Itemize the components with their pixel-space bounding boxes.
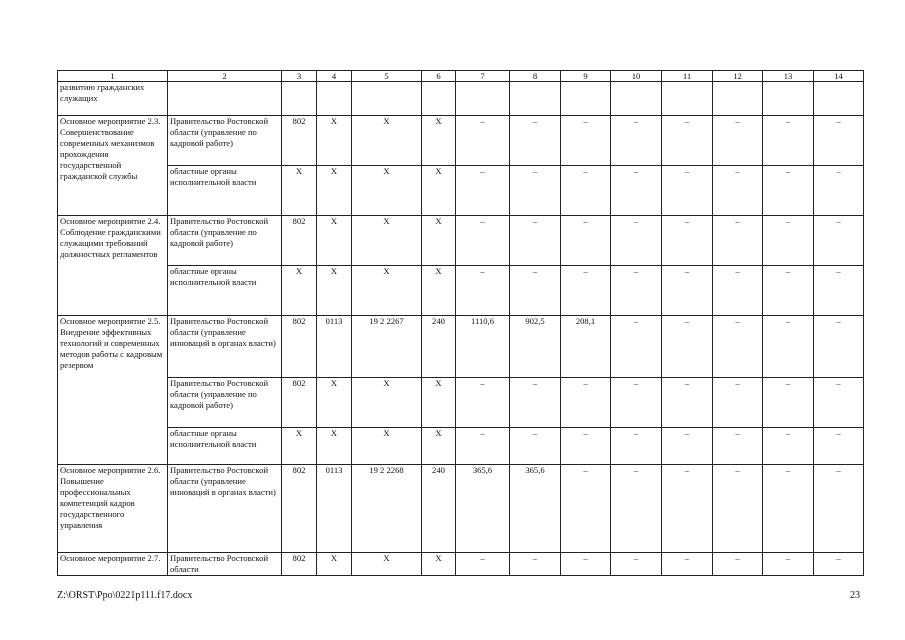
- executor-cell: Правительство Ростовской области (управление по кадровой работе): [168, 116, 282, 166]
- value-cell: –: [662, 428, 713, 465]
- column-header: 3: [282, 71, 317, 82]
- value-cell: [713, 82, 763, 116]
- value-cell: Х: [422, 266, 456, 316]
- value-cell: [510, 82, 561, 116]
- column-header: 6: [422, 71, 456, 82]
- value-cell: –: [814, 428, 864, 465]
- value-cell: Х: [317, 216, 352, 266]
- value-cell: Х: [282, 266, 317, 316]
- value-cell: –: [814, 378, 864, 428]
- value-cell: –: [561, 216, 611, 266]
- budget-table: [57, 70, 864, 576]
- value-cell: –: [763, 266, 814, 316]
- value-cell: –: [662, 166, 713, 216]
- measure-cell: Основное мероприятие 2.4. Соблюдение гражданскими служащими требований должностных регламентов: [58, 216, 168, 316]
- value-cell: 0113: [317, 465, 352, 553]
- value-cell: Х: [422, 428, 456, 465]
- value-cell: Х: [317, 428, 352, 465]
- value-cell: –: [814, 166, 864, 216]
- value-cell: Х: [317, 378, 352, 428]
- value-cell: –: [763, 116, 814, 166]
- measure-cell: Основное мероприятие 2.6. Повышение профессиональных компетенций кадров государственного управления: [58, 465, 168, 553]
- value-cell: –: [713, 166, 763, 216]
- value-cell: –: [510, 266, 561, 316]
- value-cell: –: [814, 465, 864, 553]
- value-cell: Х: [317, 266, 352, 316]
- value-cell: Х: [317, 166, 352, 216]
- value-cell: –: [611, 216, 662, 266]
- value-cell: –: [456, 116, 510, 166]
- value-cell: –: [814, 266, 864, 316]
- value-cell: Х: [352, 116, 422, 166]
- table-row: [58, 266, 864, 316]
- value-cell: Х: [282, 166, 317, 216]
- value-cell: –: [561, 553, 611, 576]
- value-cell: –: [763, 316, 814, 378]
- value-cell: –: [510, 428, 561, 465]
- value-cell: Х: [352, 216, 422, 266]
- table-row: [58, 378, 864, 428]
- column-header: 2: [168, 71, 282, 82]
- measure-cell: развитию гражданских служащих: [58, 82, 168, 116]
- value-cell: 240: [422, 465, 456, 553]
- table-row: [58, 316, 864, 378]
- value-cell: –: [456, 266, 510, 316]
- column-number-row: [58, 71, 864, 82]
- value-cell: –: [611, 166, 662, 216]
- column-header: 11: [662, 71, 713, 82]
- value-cell: –: [713, 378, 763, 428]
- table-row: [58, 166, 864, 216]
- measure-cell: Основное мероприятие 2.7.: [58, 553, 168, 576]
- column-header: 12: [713, 71, 763, 82]
- value-cell: Х: [352, 166, 422, 216]
- value-cell: –: [611, 465, 662, 553]
- value-cell: –: [713, 553, 763, 576]
- value-cell: –: [561, 465, 611, 553]
- table-row: [58, 82, 864, 116]
- value-cell: –: [713, 316, 763, 378]
- value-cell: [422, 82, 456, 116]
- value-cell: 1110,6: [456, 316, 510, 378]
- value-cell: [352, 82, 422, 116]
- value-cell: –: [662, 316, 713, 378]
- value-cell: 19 2 2267: [352, 316, 422, 378]
- executor-cell: [168, 82, 282, 116]
- value-cell: –: [662, 116, 713, 166]
- value-cell: [763, 82, 814, 116]
- table-row: [58, 428, 864, 465]
- value-cell: –: [763, 166, 814, 216]
- measure-cell: Основное мероприятие 2.3. Совершенствование современных механизмов прохождения государственной гражданской службы: [58, 116, 168, 216]
- value-cell: –: [561, 166, 611, 216]
- value-cell: –: [662, 465, 713, 553]
- value-cell: –: [561, 428, 611, 465]
- value-cell: Х: [352, 378, 422, 428]
- value-cell: –: [713, 116, 763, 166]
- column-header: 4: [317, 71, 352, 82]
- value-cell: 802: [282, 316, 317, 378]
- value-cell: Х: [352, 428, 422, 465]
- value-cell: –: [713, 266, 763, 316]
- executor-cell: Правительство Ростовской области (управление инноваций в органах власти): [168, 316, 282, 378]
- value-cell: –: [510, 116, 561, 166]
- file-path: Z:\ORST\Ppo\0221p111.f17.docx: [57, 590, 193, 601]
- value-cell: –: [561, 378, 611, 428]
- value-cell: –: [763, 428, 814, 465]
- executor-cell: Правительство Ростовской области (управление инноваций в органах власти): [168, 465, 282, 553]
- value-cell: –: [662, 378, 713, 428]
- value-cell: –: [456, 216, 510, 266]
- table-row: [58, 465, 864, 553]
- value-cell: 902,5: [510, 316, 561, 378]
- value-cell: Х: [422, 216, 456, 266]
- column-header: 8: [510, 71, 561, 82]
- value-cell: –: [561, 116, 611, 166]
- column-header: 10: [611, 71, 662, 82]
- value-cell: –: [763, 553, 814, 576]
- value-cell: –: [662, 553, 713, 576]
- value-cell: –: [662, 216, 713, 266]
- value-cell: 802: [282, 378, 317, 428]
- value-cell: 0113: [317, 316, 352, 378]
- value-cell: –: [456, 378, 510, 428]
- value-cell: –: [510, 166, 561, 216]
- value-cell: [611, 82, 662, 116]
- executor-cell: Правительство Ростовской области: [168, 553, 282, 576]
- value-cell: 208,1: [561, 316, 611, 378]
- value-cell: 802: [282, 216, 317, 266]
- value-cell: –: [611, 378, 662, 428]
- value-cell: –: [611, 428, 662, 465]
- value-cell: –: [763, 378, 814, 428]
- value-cell: –: [763, 465, 814, 553]
- column-header: 13: [763, 71, 814, 82]
- value-cell: 240: [422, 316, 456, 378]
- table-row: [58, 553, 864, 576]
- value-cell: –: [814, 553, 864, 576]
- value-cell: [662, 82, 713, 116]
- executor-cell: областные органы исполнительной власти: [168, 266, 282, 316]
- value-cell: –: [456, 166, 510, 216]
- executor-cell: Правительство Ростовской области (управление по кадровой работе): [168, 378, 282, 428]
- value-cell: [561, 82, 611, 116]
- table-row: [58, 116, 864, 166]
- value-cell: –: [713, 216, 763, 266]
- value-cell: –: [611, 553, 662, 576]
- executor-cell: Правительство Ростовской области (управление по кадровой работе): [168, 216, 282, 266]
- value-cell: 19 2 2268: [352, 465, 422, 553]
- value-cell: Х: [422, 116, 456, 166]
- value-cell: –: [814, 216, 864, 266]
- value-cell: Х: [422, 378, 456, 428]
- value-cell: Х: [317, 553, 352, 576]
- value-cell: 365,6: [510, 465, 561, 553]
- executor-cell: областные органы исполнительной власти: [168, 428, 282, 465]
- value-cell: –: [814, 116, 864, 166]
- value-cell: [456, 82, 510, 116]
- value-cell: [814, 82, 864, 116]
- table-row: [58, 216, 864, 266]
- page-number: 23: [850, 590, 860, 601]
- value-cell: –: [510, 378, 561, 428]
- value-cell: Х: [352, 553, 422, 576]
- value-cell: –: [611, 266, 662, 316]
- column-header: 7: [456, 71, 510, 82]
- value-cell: –: [510, 216, 561, 266]
- column-header: 9: [561, 71, 611, 82]
- value-cell: –: [763, 216, 814, 266]
- value-cell: 802: [282, 465, 317, 553]
- value-cell: Х: [422, 166, 456, 216]
- value-cell: –: [713, 428, 763, 465]
- value-cell: –: [456, 553, 510, 576]
- value-cell: 365,6: [456, 465, 510, 553]
- column-header: 5: [352, 71, 422, 82]
- value-cell: –: [662, 266, 713, 316]
- value-cell: [282, 82, 317, 116]
- value-cell: 802: [282, 553, 317, 576]
- value-cell: –: [611, 116, 662, 166]
- executor-cell: областные органы исполнительной власти: [168, 166, 282, 216]
- value-cell: Х: [282, 428, 317, 465]
- value-cell: –: [611, 316, 662, 378]
- value-cell: –: [814, 316, 864, 378]
- column-header: 14: [814, 71, 864, 82]
- value-cell: Х: [422, 553, 456, 576]
- value-cell: [317, 82, 352, 116]
- value-cell: Х: [352, 266, 422, 316]
- column-header: 1: [58, 71, 168, 82]
- value-cell: Х: [317, 116, 352, 166]
- measure-cell: Основное мероприятие 2.5. Внедрение эффективных технологий и современных методов работы с кадровым резервом: [58, 316, 168, 465]
- value-cell: 802: [282, 116, 317, 166]
- value-cell: –: [561, 266, 611, 316]
- value-cell: –: [510, 553, 561, 576]
- value-cell: –: [456, 428, 510, 465]
- value-cell: –: [713, 465, 763, 553]
